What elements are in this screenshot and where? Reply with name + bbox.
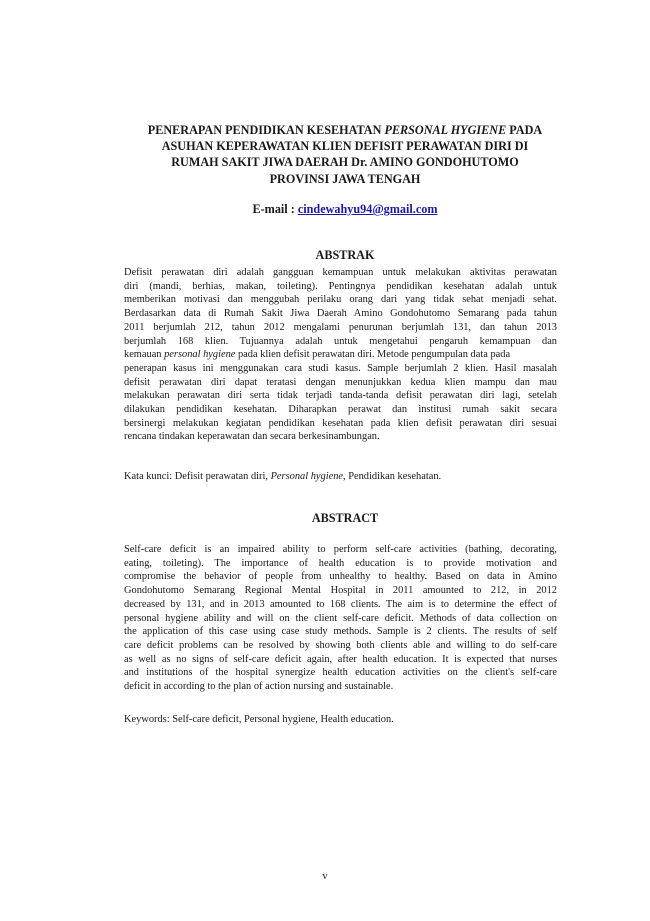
abstrak-heading: ABSTRAK: [315, 248, 375, 262]
author-email: [110, 202, 580, 217]
abstract-line: eating, toileting). The importance of health education is to provide motivation and: [124, 557, 557, 569]
abstrak-line: memberikan motivasi dan menggubah perilaku orang dari yang tidak sehat menjadi sehat.: [124, 294, 557, 306]
kata-kunci: Kata kunci: Defisit perawatan diri, Personal hygiene, Pendidikan kesehatan.: [124, 471, 442, 482]
abstrak-line: dilakukan pendidikan kesehatan. Diharapkan perawat dan institusi rumah sakit secara: [124, 404, 557, 416]
abstract-line: and institutions of the hospital synergize health education activities on the client's self-care: [124, 667, 557, 679]
email-link[interactable]: cindewahyu94@gmail.com: [297, 202, 438, 216]
abstrak-line: diri (mandi, berhias, makan, toileting). Pentingnya pendidikan kesehatan adalah untuk: [124, 280, 557, 292]
abstrak-line: 2011 berjumlah 212, tahun 2012 mengalami penurunan berjumlah 131, dan tahun 2013: [124, 321, 557, 333]
abstract-line: Self-care deficit is an impaired ability to perform self-care activities (bathing, decorating,: [124, 544, 557, 555]
abstrak-italic-term: personal hygiene: [164, 349, 236, 361]
abstract-line: personal hygiene ability and will on the client self-care deficit. Methods of data collection on: [124, 612, 557, 624]
abstract-line: compromise the behavior of people from unhealthy to healthy. Based on data in Amino: [124, 571, 557, 583]
abstract-line: deficit in according to the plan of action nursing and sustainable.: [124, 681, 394, 693]
abstract-line: care deficit problems can be resolved by showing both clients able and willing to do self-care: [124, 639, 557, 651]
title-line-2: ASUHAN KEPERAWATAN KLIEN DEFISIT PERAWATAN DIRI DI: [161, 139, 529, 154]
abstract-line: Gondohutomo Semarang Regional Mental Hospital in 2011 amounted to 212, in 2012: [124, 585, 557, 597]
email-label: E-mail :: [252, 202, 298, 216]
title-line-1: PENERAPAN PENDIDIKAN KESEHATAN PERSONAL HYGIENE PADA: [147, 123, 543, 137]
abstrak-body: [124, 266, 557, 444]
abstrak-line: penerapan kasus ini menggunakan cara studi kasus. Sample berjumlah 2 klien. Hasil masalah: [124, 362, 557, 374]
title-line-3: RUMAH SAKIT JIWA DAERAH Dr. AMINO GONDOHUTOMO: [171, 155, 519, 170]
page-number: v: [322, 871, 328, 882]
title-line-4: PROVINSI JAWA TENGAH: [269, 171, 421, 186]
abstrak-line: bersinergi melakukan kegiatan pendidikan kesehatan pada klien defisit perawatan diri sesuai: [124, 417, 557, 429]
abstract-line: as well as no signs of self-care deficit again, after health education. It is expected that nurses: [124, 653, 557, 665]
title-italic-term: PERSONAL HYGIENE: [384, 123, 507, 137]
abstract-heading: ABSTRACT: [311, 511, 379, 525]
abstract-line: decreased by 131, and in 2013 amounted to 168 clients. The aim is to determine the effect of: [124, 598, 557, 610]
abstrak-line: kemauan personal hygiene pada klien defisit perawatan diri. Metode pengumpulan data pada: [124, 349, 511, 361]
keywords: Keywords: Self-care deficit, Personal hygiene, Health education.: [124, 714, 394, 725]
abstrak-line: rencana tindakan keperawatan dan secara berkesinambungan.: [124, 431, 380, 443]
abstrak-line: Berdasarkan data di Rumah Sakit Jiwa Daerah Amino Gondohutomo Semarang pada tahun: [124, 308, 557, 320]
abstract-line: the application of this case using case study methods. Sample is 2 clients. The results of self: [124, 626, 557, 638]
paper-title: [110, 122, 580, 187]
abstrak-line: defisit perawatan diri dapat teratasi dengan menunjukkan kedua klien mampu dan mau: [124, 376, 557, 388]
abstract-body: [124, 543, 557, 694]
abstrak-line: berjumlah 168 klien. Tujuannya adalah untuk mengetahui pengaruh kemampuan dan: [124, 335, 557, 347]
abstrak-line: melakukan perawatan diri serta tidak terjadi tanda-tanda defisit perawatan diri lagi, setelah: [124, 390, 557, 402]
kata-kunci-italic-term: Personal hygiene: [270, 471, 344, 482]
abstrak-line: Defisit perawatan diri adalah gangguan kemampuan untuk melakukan aktivitas perawatan: [124, 267, 557, 278]
